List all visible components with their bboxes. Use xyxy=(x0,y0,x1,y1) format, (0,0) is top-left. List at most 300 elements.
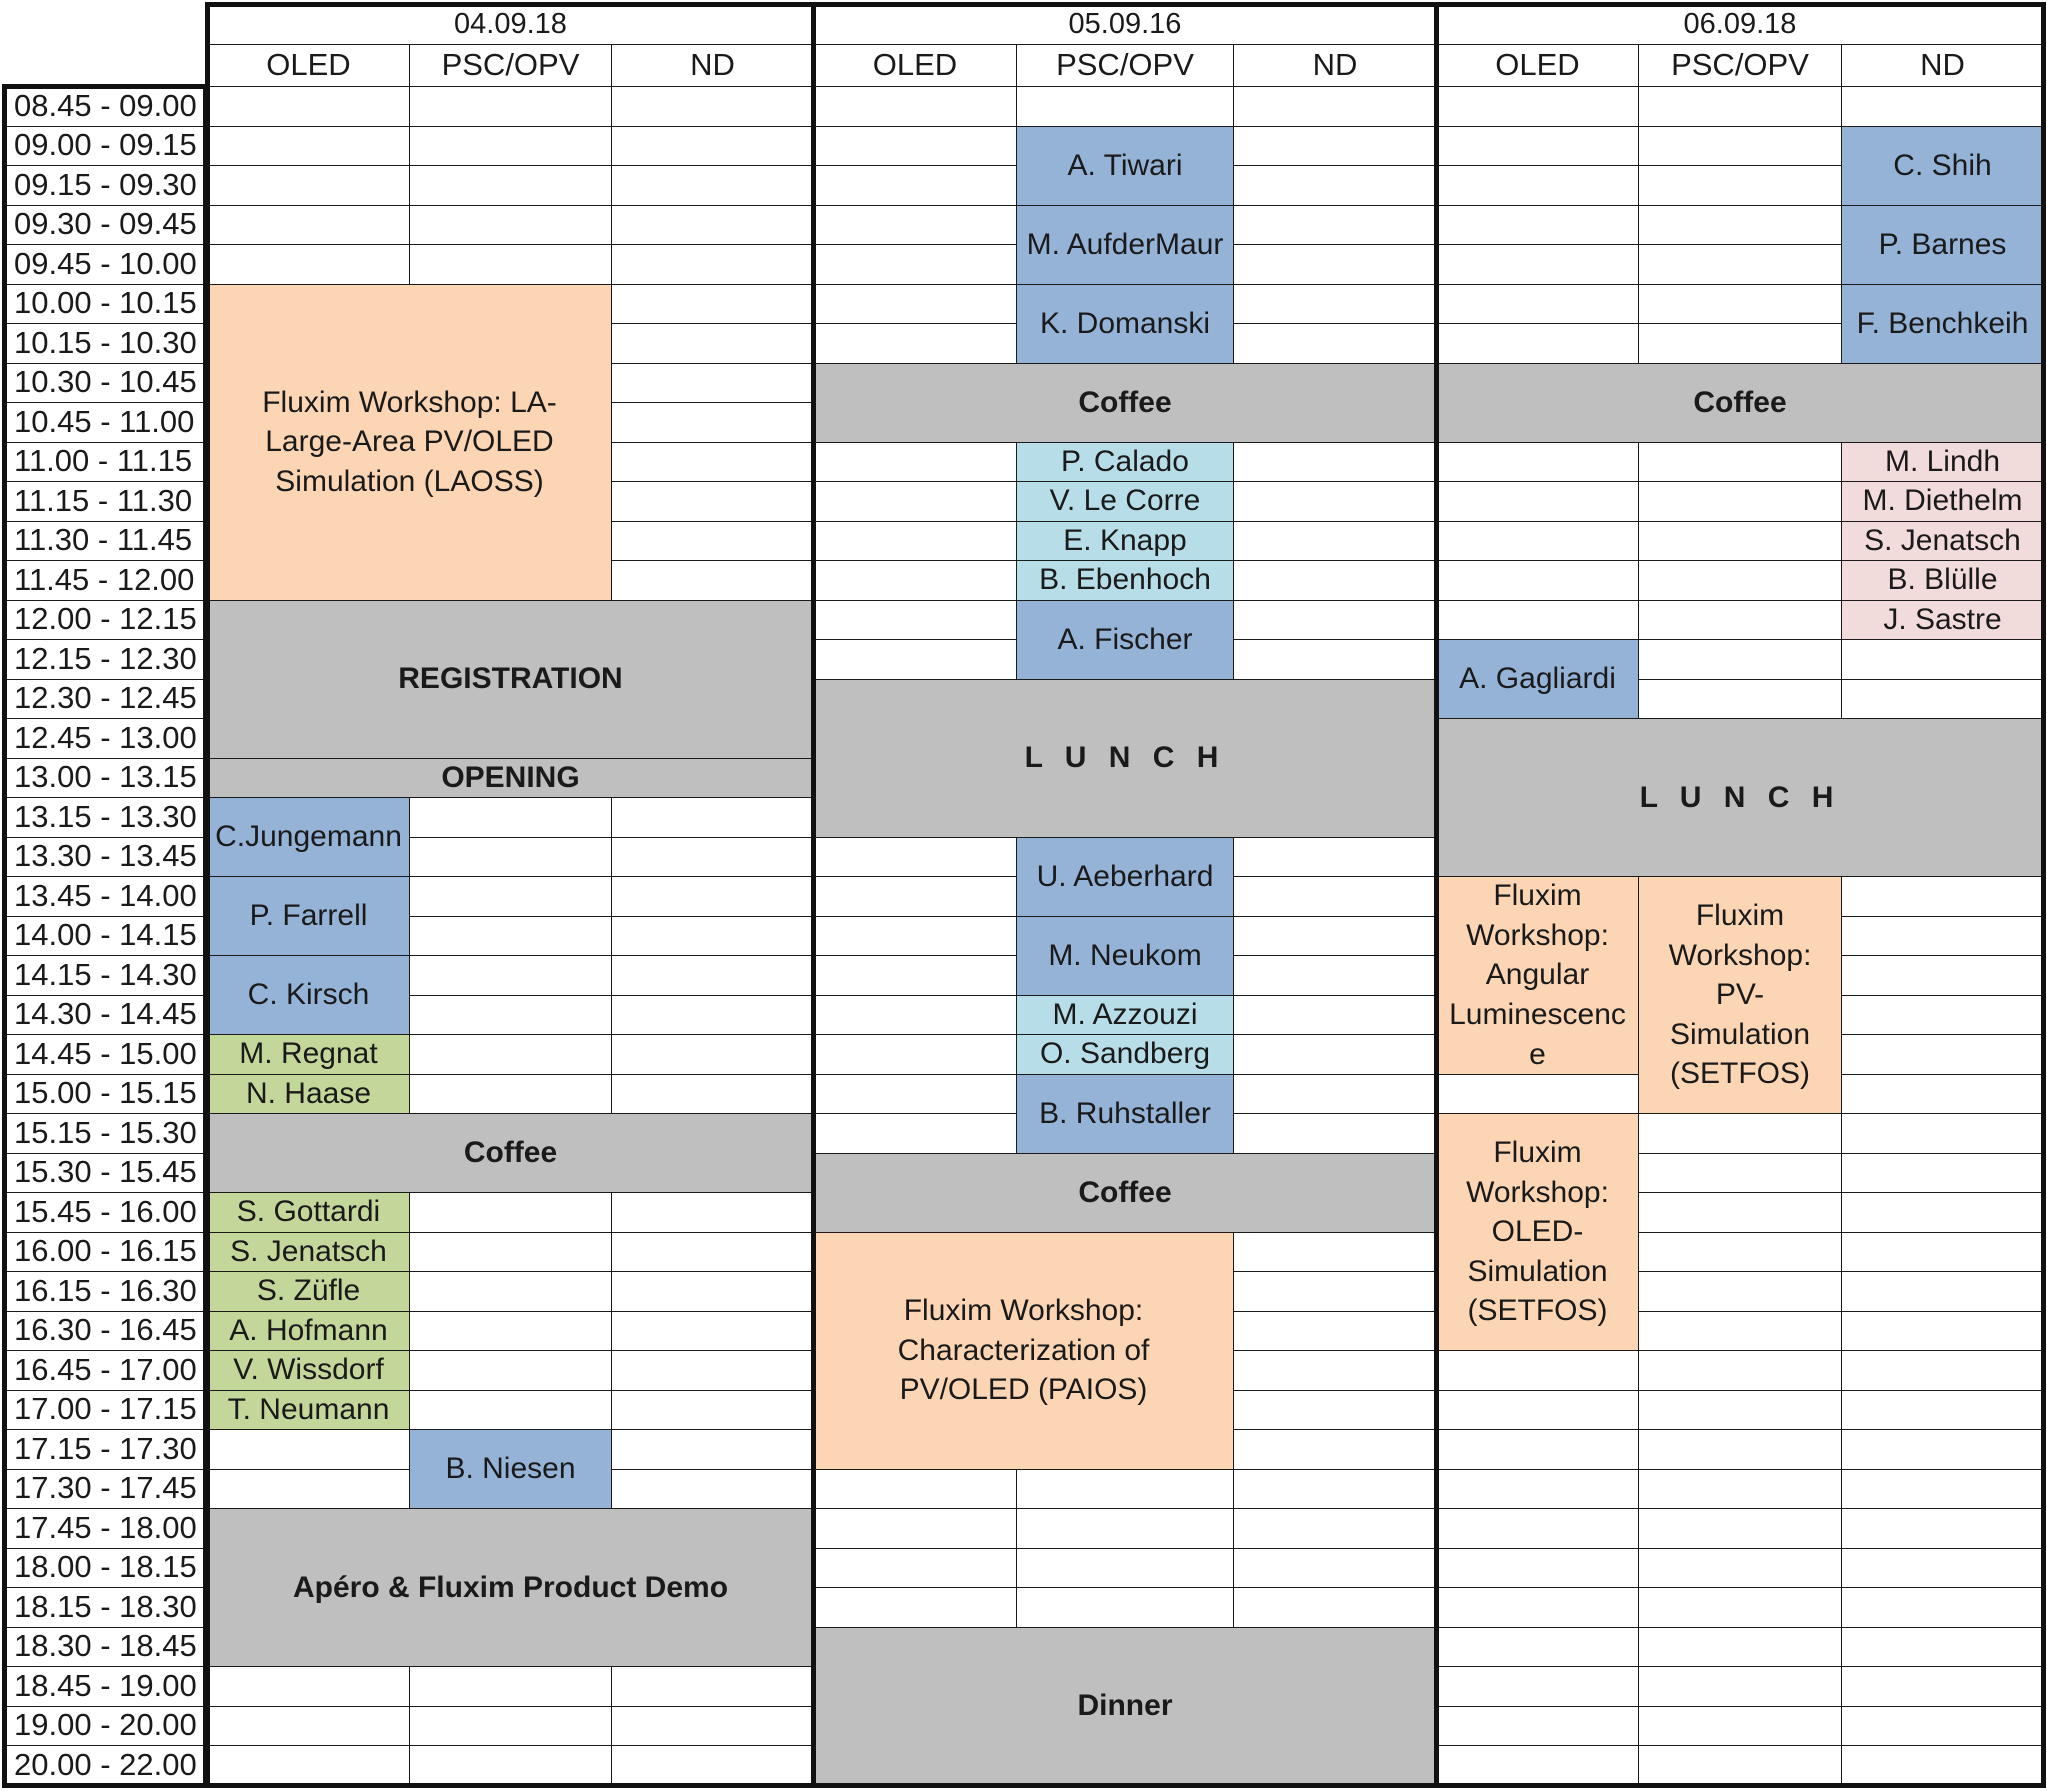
empty-slot xyxy=(1233,600,1437,641)
empty-slot xyxy=(1841,1390,2044,1431)
time-slot: 17.30 - 17.45 xyxy=(4,1469,206,1510)
empty-slot xyxy=(1436,521,1639,562)
empty-slot xyxy=(611,916,814,957)
time-slot: 09.30 - 09.45 xyxy=(4,205,206,246)
empty-slot xyxy=(1638,560,1842,601)
time-slot: 10.00 - 10.15 xyxy=(4,284,206,325)
empty-slot xyxy=(409,1390,612,1431)
track-header: ND xyxy=(1233,44,1437,87)
empty-slot xyxy=(1233,244,1437,285)
empty-slot xyxy=(1436,86,1639,127)
empty-slot xyxy=(1233,837,1437,878)
empty-slot xyxy=(813,481,1017,522)
empty-slot xyxy=(1233,876,1437,917)
empty-slot xyxy=(1016,1587,1234,1628)
empty-slot xyxy=(1436,600,1639,641)
empty-slot xyxy=(611,1469,814,1510)
time-slot: 11.00 - 11.15 xyxy=(4,442,206,483)
talk-block: E. Knapp xyxy=(1016,521,1234,562)
empty-slot xyxy=(611,165,814,206)
empty-slot xyxy=(1233,323,1437,364)
time-slot: 18.00 - 18.15 xyxy=(4,1548,206,1589)
empty-slot xyxy=(813,955,1017,996)
empty-slot xyxy=(1841,1153,2044,1194)
empty-slot xyxy=(409,876,612,917)
empty-slot xyxy=(813,521,1017,562)
empty-slot xyxy=(1233,1469,1437,1510)
empty-slot xyxy=(1233,1232,1437,1273)
empty-slot xyxy=(409,1232,612,1273)
talk-block: C.Jungemann xyxy=(207,797,410,877)
talk-block: C. Shih xyxy=(1841,126,2044,206)
talk-block: M. Diethelm xyxy=(1841,481,2044,522)
empty-slot xyxy=(611,363,814,404)
day-header: 04.09.18 xyxy=(207,4,814,45)
time-slot: 15.00 - 15.15 xyxy=(4,1074,206,1115)
empty-slot xyxy=(1233,1548,1437,1589)
empty-slot xyxy=(1233,955,1437,996)
empty-slot xyxy=(611,481,814,522)
empty-slot xyxy=(1638,1271,1842,1312)
empty-slot xyxy=(1436,481,1639,522)
empty-slot xyxy=(1233,1429,1437,1470)
break-block: REGISTRATION xyxy=(207,600,814,759)
empty-slot xyxy=(409,1666,612,1707)
track-header: OLED xyxy=(207,44,410,87)
empty-slot xyxy=(611,560,814,601)
empty-slot xyxy=(1436,1745,1639,1786)
empty-slot xyxy=(409,916,612,957)
empty-slot xyxy=(1638,639,1842,680)
talk-block: K. Domanski xyxy=(1016,284,1234,364)
time-slot: 10.45 - 11.00 xyxy=(4,402,206,443)
talk-block: C. Kirsch xyxy=(207,955,410,1035)
empty-slot xyxy=(1841,1192,2044,1233)
empty-slot xyxy=(611,205,814,246)
empty-slot xyxy=(1638,323,1842,364)
empty-slot xyxy=(1841,86,2044,127)
empty-slot xyxy=(1841,1074,2044,1115)
time-slot: 14.00 - 14.15 xyxy=(4,916,206,957)
time-slot: 15.45 - 16.00 xyxy=(4,1192,206,1233)
track-header: OLED xyxy=(1436,44,1639,87)
empty-slot xyxy=(1436,1350,1639,1391)
empty-slot xyxy=(1841,679,2044,720)
empty-slot xyxy=(611,284,814,325)
time-slot: 13.30 - 13.45 xyxy=(4,837,206,878)
empty-slot xyxy=(1436,284,1639,325)
empty-slot xyxy=(1638,1153,1842,1194)
time-slot: 17.15 - 17.30 xyxy=(4,1429,206,1470)
empty-slot xyxy=(1841,639,2044,680)
empty-slot xyxy=(1436,1429,1639,1470)
empty-slot xyxy=(1233,1390,1437,1431)
track-header: ND xyxy=(1841,44,2044,87)
empty-slot xyxy=(611,86,814,127)
empty-slot xyxy=(611,1311,814,1352)
empty-slot xyxy=(1638,442,1842,483)
empty-slot xyxy=(1233,481,1437,522)
empty-slot xyxy=(1638,126,1842,167)
workshop-block: Fluxim Workshop: Angular Luminescenc e xyxy=(1436,876,1639,1075)
talk-block: A. Hofmann xyxy=(207,1311,410,1352)
talk-block: P. Farrell xyxy=(207,876,410,956)
empty-slot xyxy=(1436,1548,1639,1589)
break-block: Coffee xyxy=(813,1153,1437,1233)
empty-slot xyxy=(813,1548,1017,1589)
track-header: ND xyxy=(611,44,814,87)
track-header: OLED xyxy=(813,44,1017,87)
empty-slot xyxy=(611,1706,814,1747)
empty-slot xyxy=(1841,916,2044,957)
time-slot: 09.15 - 09.30 xyxy=(4,165,206,206)
empty-slot xyxy=(1841,1311,2044,1352)
time-slot: 20.00 - 22.00 xyxy=(4,1745,206,1786)
empty-slot xyxy=(1436,1508,1639,1549)
time-slot: 09.45 - 10.00 xyxy=(4,244,206,285)
time-slot: 11.15 - 11.30 xyxy=(4,481,206,522)
empty-slot xyxy=(1233,1587,1437,1628)
empty-slot xyxy=(1016,86,1234,127)
talk-block: B. Blülle xyxy=(1841,560,2044,601)
talk-block: A. Tiwari xyxy=(1016,126,1234,206)
empty-slot xyxy=(1841,876,2044,917)
empty-slot xyxy=(409,165,612,206)
empty-slot xyxy=(1233,1271,1437,1312)
empty-slot xyxy=(1233,126,1437,167)
empty-slot xyxy=(813,1587,1017,1628)
empty-slot xyxy=(813,1113,1017,1154)
empty-slot xyxy=(1638,679,1842,720)
empty-slot xyxy=(409,955,612,996)
empty-slot xyxy=(1638,1745,1842,1786)
empty-slot xyxy=(813,639,1017,680)
empty-slot xyxy=(611,1350,814,1391)
empty-slot xyxy=(1638,1508,1842,1549)
empty-slot xyxy=(813,442,1017,483)
empty-slot xyxy=(611,876,814,917)
empty-slot xyxy=(611,995,814,1036)
empty-slot xyxy=(1436,1587,1639,1628)
time-slot: 12.15 - 12.30 xyxy=(4,639,206,680)
empty-slot xyxy=(1638,521,1842,562)
empty-slot xyxy=(1841,1666,2044,1707)
talk-block: S. Gottardi xyxy=(207,1192,410,1233)
empty-slot xyxy=(1233,1350,1437,1391)
empty-slot xyxy=(1638,1311,1842,1352)
empty-slot xyxy=(1638,1587,1842,1628)
empty-slot xyxy=(1233,284,1437,325)
time-slot: 16.00 - 16.15 xyxy=(4,1232,206,1273)
empty-slot xyxy=(611,402,814,443)
empty-slot xyxy=(1436,560,1639,601)
empty-slot xyxy=(1436,1627,1639,1668)
empty-slot xyxy=(1841,1429,2044,1470)
empty-slot xyxy=(611,1390,814,1431)
time-slot: 13.45 - 14.00 xyxy=(4,876,206,917)
empty-slot xyxy=(1841,1508,2044,1549)
empty-slot xyxy=(1841,955,2044,996)
time-slot: 13.00 - 13.15 xyxy=(4,758,206,799)
empty-slot xyxy=(409,205,612,246)
talk-block: M. AufderMaur xyxy=(1016,205,1234,285)
empty-slot xyxy=(1016,1469,1234,1510)
empty-slot xyxy=(207,244,410,285)
time-slot: 19.00 - 20.00 xyxy=(4,1706,206,1747)
empty-slot xyxy=(1638,1666,1842,1707)
empty-slot xyxy=(207,1469,410,1510)
empty-slot xyxy=(1233,1034,1437,1075)
empty-slot xyxy=(813,916,1017,957)
empty-slot xyxy=(1638,165,1842,206)
empty-slot xyxy=(1233,995,1437,1036)
empty-slot xyxy=(1233,205,1437,246)
empty-slot xyxy=(409,1350,612,1391)
empty-slot xyxy=(1436,1706,1639,1747)
empty-slot xyxy=(207,86,410,127)
empty-slot xyxy=(611,126,814,167)
empty-slot xyxy=(1233,165,1437,206)
empty-slot xyxy=(1233,916,1437,957)
time-slot: 12.45 - 13.00 xyxy=(4,718,206,759)
empty-slot xyxy=(611,1666,814,1707)
empty-slot xyxy=(1638,1350,1842,1391)
empty-slot xyxy=(1638,1429,1842,1470)
empty-slot xyxy=(1233,1508,1437,1549)
break-block: Apéro & Fluxim Product Demo xyxy=(207,1508,814,1667)
track-header: PSC/OPV xyxy=(409,44,612,87)
time-slot: 16.45 - 17.00 xyxy=(4,1350,206,1391)
break-block: L U N C H xyxy=(1436,718,2044,877)
talk-block: M. Regnat xyxy=(207,1034,410,1075)
talk-block: U. Aeberhard xyxy=(1016,837,1234,917)
empty-slot xyxy=(611,1232,814,1273)
empty-slot xyxy=(611,837,814,878)
empty-slot xyxy=(813,837,1017,878)
empty-slot xyxy=(409,1074,612,1115)
talk-block: A. Fischer xyxy=(1016,600,1234,680)
empty-slot xyxy=(1233,560,1437,601)
empty-slot xyxy=(1638,600,1842,641)
break-block: Coffee xyxy=(813,363,1437,443)
empty-slot xyxy=(813,600,1017,641)
empty-slot xyxy=(813,165,1017,206)
time-slot: 11.30 - 11.45 xyxy=(4,521,206,562)
time-slot: 13.15 - 13.30 xyxy=(4,797,206,838)
empty-slot xyxy=(1841,1587,2044,1628)
day-header: 06.09.18 xyxy=(1436,4,2044,45)
empty-slot xyxy=(1233,1311,1437,1352)
talk-block: J. Sastre xyxy=(1841,600,2044,641)
talk-block: T. Neumann xyxy=(207,1390,410,1431)
empty-slot xyxy=(207,165,410,206)
time-slot: 15.15 - 15.30 xyxy=(4,1113,206,1154)
empty-slot xyxy=(611,1074,814,1115)
empty-slot xyxy=(1436,442,1639,483)
talk-block: M. Lindh xyxy=(1841,442,2044,483)
empty-slot xyxy=(1638,1627,1842,1668)
empty-slot xyxy=(1841,1706,2044,1747)
empty-slot xyxy=(611,1745,814,1786)
talk-block: B. Ruhstaller xyxy=(1016,1074,1234,1154)
empty-slot xyxy=(1233,86,1437,127)
empty-slot xyxy=(207,126,410,167)
time-slot: 10.15 - 10.30 xyxy=(4,323,206,364)
time-slot: 14.45 - 15.00 xyxy=(4,1034,206,1075)
empty-slot xyxy=(813,1074,1017,1115)
empty-slot xyxy=(1638,244,1842,285)
time-slot: 12.00 - 12.15 xyxy=(4,600,206,641)
time-slot: 18.45 - 19.00 xyxy=(4,1666,206,1707)
empty-slot xyxy=(409,1192,612,1233)
time-slot: 18.15 - 18.30 xyxy=(4,1587,206,1628)
talk-block: S. Jenatsch xyxy=(207,1232,410,1273)
empty-slot xyxy=(1841,1034,2044,1075)
empty-slot xyxy=(1841,1350,2044,1391)
empty-slot xyxy=(1638,1706,1842,1747)
empty-slot xyxy=(1638,1548,1842,1589)
empty-slot xyxy=(1016,1508,1234,1549)
empty-slot xyxy=(611,1429,814,1470)
empty-slot xyxy=(1436,1469,1639,1510)
talk-block: P. Calado xyxy=(1016,442,1234,483)
empty-slot xyxy=(409,86,612,127)
empty-slot xyxy=(813,284,1017,325)
empty-slot xyxy=(1436,126,1639,167)
empty-slot xyxy=(813,86,1017,127)
empty-slot xyxy=(1841,1548,2044,1589)
empty-slot xyxy=(1638,1232,1842,1273)
workshop-block: Fluxim Workshop: LA- Large-Area PV/OLED Simulation (LAOSS) xyxy=(207,284,612,601)
empty-slot xyxy=(409,244,612,285)
empty-slot xyxy=(1436,1074,1639,1115)
talk-block: B. Niesen xyxy=(409,1429,612,1509)
empty-slot xyxy=(207,1706,410,1747)
empty-slot xyxy=(409,995,612,1036)
time-slot: 16.15 - 16.30 xyxy=(4,1271,206,1312)
talk-block: A. Gagliardi xyxy=(1436,639,1639,719)
time-slot: 12.30 - 12.45 xyxy=(4,679,206,720)
break-block: Dinner xyxy=(813,1627,1437,1786)
time-slot: 14.30 - 14.45 xyxy=(4,995,206,1036)
empty-slot xyxy=(611,1271,814,1312)
talk-block: V. Le Corre xyxy=(1016,481,1234,522)
time-slot: 16.30 - 16.45 xyxy=(4,1311,206,1352)
empty-slot xyxy=(813,876,1017,917)
empty-slot xyxy=(1436,1666,1639,1707)
empty-slot xyxy=(611,1034,814,1075)
empty-slot xyxy=(1841,1271,2044,1312)
empty-slot xyxy=(207,1745,410,1786)
empty-slot xyxy=(1233,1113,1437,1154)
empty-slot xyxy=(1841,1113,2044,1154)
empty-slot xyxy=(1436,244,1639,285)
talk-block: S. Züfle xyxy=(207,1271,410,1312)
empty-slot xyxy=(207,1429,410,1470)
empty-slot xyxy=(1233,639,1437,680)
empty-slot xyxy=(1436,323,1639,364)
empty-slot xyxy=(1638,481,1842,522)
empty-slot xyxy=(611,1192,814,1233)
empty-slot xyxy=(409,797,612,838)
time-slot: 17.00 - 17.15 xyxy=(4,1390,206,1431)
empty-slot xyxy=(207,1666,410,1707)
empty-slot xyxy=(409,1271,612,1312)
empty-slot xyxy=(1233,442,1437,483)
empty-slot xyxy=(1841,1232,2044,1273)
empty-slot xyxy=(409,126,612,167)
empty-slot xyxy=(813,1469,1017,1510)
workshop-block: Fluxim Workshop: Characterization of PV/OLED (PAIOS) xyxy=(813,1232,1234,1470)
time-slot: 11.45 - 12.00 xyxy=(4,560,206,601)
empty-slot xyxy=(1638,284,1842,325)
empty-slot xyxy=(813,205,1017,246)
empty-slot xyxy=(1841,995,2044,1036)
empty-slot xyxy=(813,244,1017,285)
empty-slot xyxy=(409,837,612,878)
empty-slot xyxy=(611,442,814,483)
empty-slot xyxy=(1638,1113,1842,1154)
talk-block: O. Sandberg xyxy=(1016,1034,1234,1075)
empty-slot xyxy=(1436,1390,1639,1431)
empty-slot xyxy=(1841,1469,2044,1510)
break-block: Coffee xyxy=(1436,363,2044,443)
talk-block: B. Ebenhoch xyxy=(1016,560,1234,601)
empty-slot xyxy=(207,205,410,246)
talk-block: V. Wissdorf xyxy=(207,1350,410,1391)
empty-slot xyxy=(1233,521,1437,562)
track-header: PSC/OPV xyxy=(1016,44,1234,87)
workshop-block: Fluxim Workshop: OLED- Simulation (SETFOS) xyxy=(1436,1113,1639,1351)
time-slot: 17.45 - 18.00 xyxy=(4,1508,206,1549)
empty-slot xyxy=(611,797,814,838)
time-slot: 14.15 - 14.30 xyxy=(4,955,206,996)
empty-slot xyxy=(1638,1192,1842,1233)
empty-slot xyxy=(813,1508,1017,1549)
empty-slot xyxy=(611,521,814,562)
empty-slot xyxy=(813,323,1017,364)
empty-slot xyxy=(1841,1745,2044,1786)
empty-slot xyxy=(1638,1469,1842,1510)
break-block: OPENING xyxy=(207,758,814,799)
talk-block: M. Azzouzi xyxy=(1016,995,1234,1036)
time-slot: 09.00 - 09.15 xyxy=(4,126,206,167)
talk-block: N. Haase xyxy=(207,1074,410,1115)
empty-slot xyxy=(1233,1074,1437,1115)
empty-slot xyxy=(409,1706,612,1747)
empty-slot xyxy=(611,323,814,364)
empty-slot xyxy=(409,1034,612,1075)
empty-slot xyxy=(409,1311,612,1352)
empty-slot xyxy=(813,560,1017,601)
break-block: Coffee xyxy=(207,1113,814,1193)
track-header: PSC/OPV xyxy=(1638,44,1842,87)
talk-block: P. Barnes xyxy=(1841,205,2044,285)
empty-slot xyxy=(813,1034,1017,1075)
time-slot: 08.45 - 09.00 xyxy=(4,86,206,127)
empty-slot xyxy=(409,1745,612,1786)
break-block: L U N C H xyxy=(813,679,1437,838)
empty-slot xyxy=(1436,165,1639,206)
time-slot: 10.30 - 10.45 xyxy=(4,363,206,404)
empty-slot xyxy=(1016,1548,1234,1589)
empty-slot xyxy=(813,126,1017,167)
empty-slot xyxy=(1638,86,1842,127)
empty-slot xyxy=(1638,1390,1842,1431)
empty-slot xyxy=(813,995,1017,1036)
time-slot: 18.30 - 18.45 xyxy=(4,1627,206,1668)
workshop-block: Fluxim Workshop: PV- Simulation (SETFOS) xyxy=(1638,876,1842,1114)
